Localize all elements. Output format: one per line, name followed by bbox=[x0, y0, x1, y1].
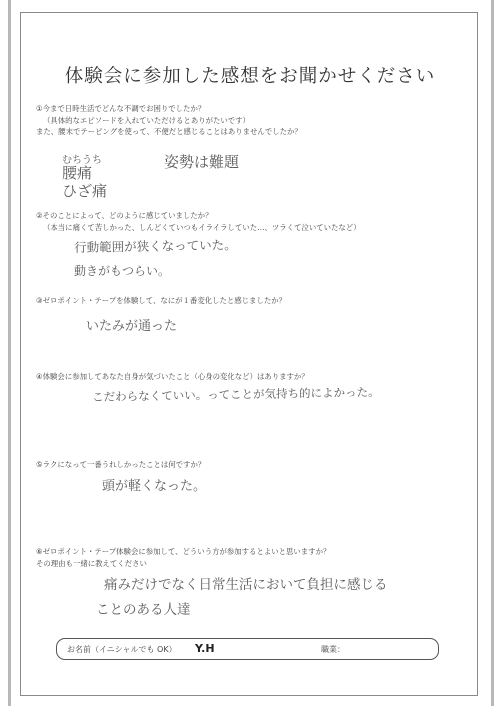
question-4-line: ④体験会に参加してあなた自身が気づいたこと（心身の変化など）はありますか？ bbox=[36, 372, 309, 381]
question-5-line: ⑤ラクになって一番うれしかったことは何ですか？ bbox=[36, 460, 206, 469]
question-1-line: ①今まで日時生活でどんな不調でお困りでしたか？ bbox=[36, 104, 206, 113]
question-6 bbox=[36, 546, 330, 569]
name-label: お名前（イニシャルでも OK） bbox=[67, 645, 177, 654]
answer-6-line: 痛みだけでなく日常生活において負担に感じる bbox=[104, 577, 388, 593]
question-1 bbox=[36, 103, 302, 138]
answer-5-line: 頭が軽くなった。 bbox=[102, 479, 207, 494]
question-5 bbox=[36, 459, 205, 471]
answer-1-line: むちうち bbox=[62, 155, 102, 166]
name-value: Y.H bbox=[195, 642, 215, 655]
left-page-edge bbox=[8, 0, 11, 706]
question-2-line: ②そのことによって、どのように感じていましたか？ bbox=[36, 211, 213, 220]
answer-2-line: 動きがもつらい。 bbox=[74, 264, 171, 278]
occupation-label: 職業： bbox=[321, 645, 345, 654]
answer-1-line: 姿勢は難題 bbox=[164, 153, 240, 171]
page-title: 体験会に参加した感想をお聞かせください bbox=[64, 66, 436, 87]
question-6-line: その理由も一緒に教えてください bbox=[36, 558, 147, 568]
question-3 bbox=[36, 295, 286, 307]
question-1-line: また、腰末でテーピングを使って、不便だと感じることはありませんでしたか？ bbox=[36, 127, 302, 136]
answer-2-line: 行動範囲が狭くなっていた。 bbox=[74, 237, 237, 255]
answer-1-line: ひざ痛 bbox=[62, 182, 108, 200]
question-6-line: ⑥ゼロポイント・テープ体験会に参加して、どういう方が参加するとよいと思いますか？ bbox=[36, 547, 331, 556]
answer-1-line: 腰痛 bbox=[62, 164, 93, 182]
question-3-line: ③ゼロポイント・テープを体験して、なにが１番変化したと感じましたか？ bbox=[36, 296, 287, 305]
name-field-box bbox=[56, 638, 439, 660]
question-2-line: （本当に痛くて苦しかった、しんどくていつもイライラしていた…、ツラくて泣いていたなど） bbox=[43, 222, 361, 232]
answer-3-line: いたみが通った bbox=[86, 319, 178, 334]
question-4 bbox=[36, 371, 309, 383]
question-1-line: （具体的なエピソードを入れていただけるとありがたいです） bbox=[43, 115, 250, 125]
right-page-edge bbox=[491, 0, 494, 706]
question-2 bbox=[36, 210, 361, 233]
answer-4-line: こだわらなくていい。ってことが気持ち的によかった。 bbox=[92, 384, 380, 404]
answer-6-line: ことのある人達 bbox=[96, 602, 191, 618]
